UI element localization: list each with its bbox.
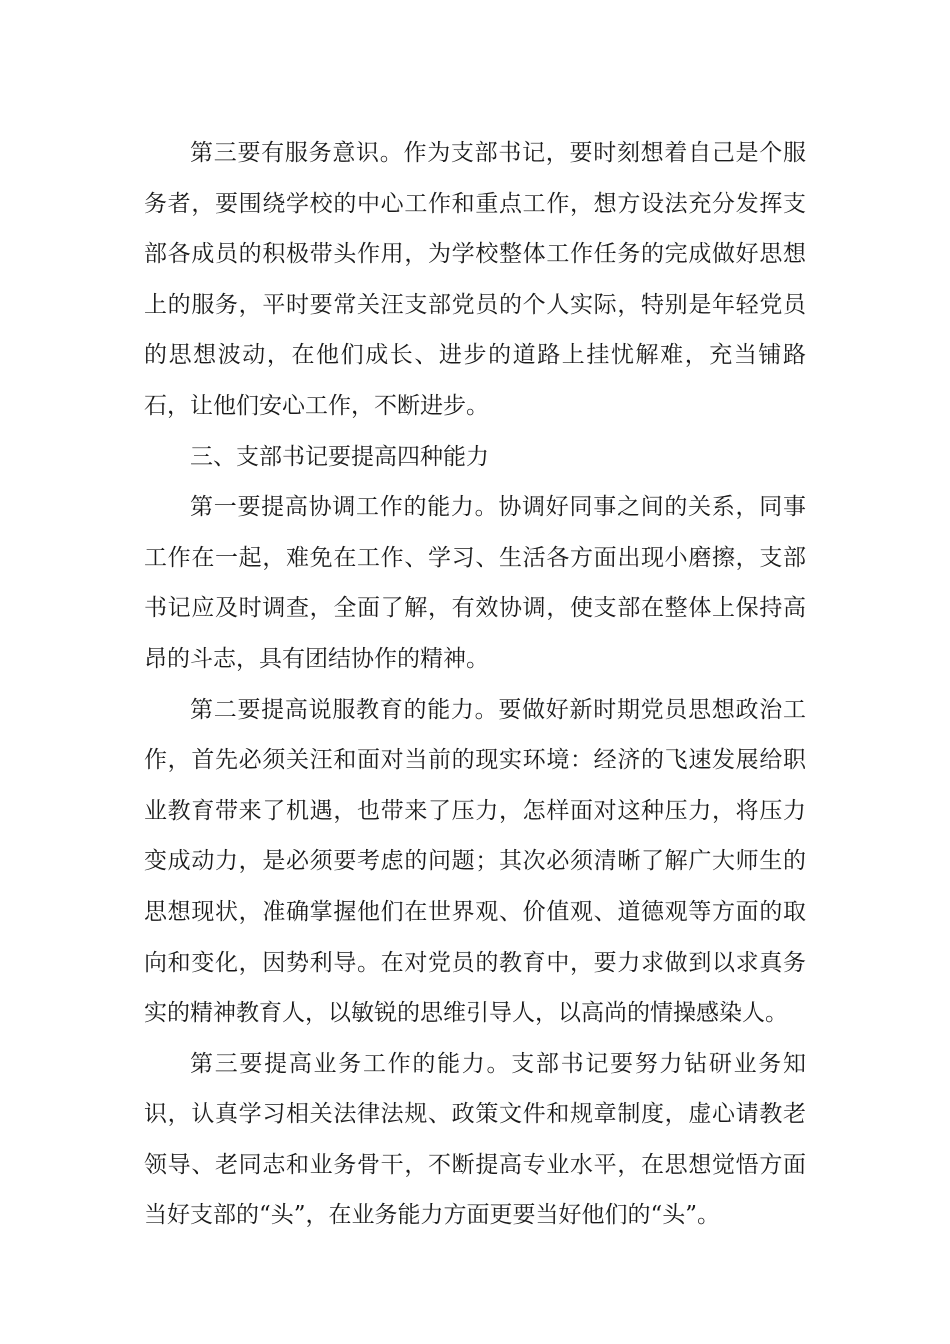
paragraph-persuasion-education-ability: 第二要提高说服教育的能力。要做好新时期党员思想政治工作，首先必须关汪和面对当前的现实环境：经济的飞速发展给职业教育带来了机遇，也带来了压力，怎样面对这种压力，将压力变成动力，是必须要考虑的问题；其次必须清晰了解广大师生的思想现状，准确掌握他们在世界观、价值观、道德观等方面的取向和变化，因势利导。在对党员的教育中，要力求做到以求真务实的精神教育人，以敏锐的思维引导人，以高尚的情操感染人。	[144, 696, 806, 1027]
paragraph-coordination-ability: 第一要提高协调工作的能力。协调好同事之间的关系，同事工作在一起，难免在工作、学习、生活各方面出现小磨擦，支部书记应及时调查，全面了解，有效协调，使支部在整体上保持高昂的斗志，具有团结协作的精神。	[144, 494, 806, 672]
paragraph-service-awareness: 第三要有服务意识。作为支部书记，要时刻想着自己是个服务者，要围绕学校的中心工作和重点工作，想方设法充分发挥支部各成员的积极带头作用，为学校整体工作任务的完成做好思想上的服务，平时要常关汪支部党员的个人实际，特别是年轻党员的思想波动，在他们成长、进步的道路上挂忧解难，充当铺路石，让他们安心工作，不断进步。	[144, 140, 806, 419]
paragraph-professional-work-ability: 第三要提高业务工作的能力。支部书记要努力钻研业务知识，认真学习相关法律法规、政策文件和规章制度，虚心请教老领导、老同志和业务骨干，不断提高专业水平，在思想觉悟方面当好支部的“头”，在业务能力方面更要当好他们的“头”。	[144, 1050, 806, 1229]
document-body	[144, 128, 806, 1241]
section-heading-four-abilities: 三、支部书记要提高四种能力	[190, 443, 489, 470]
